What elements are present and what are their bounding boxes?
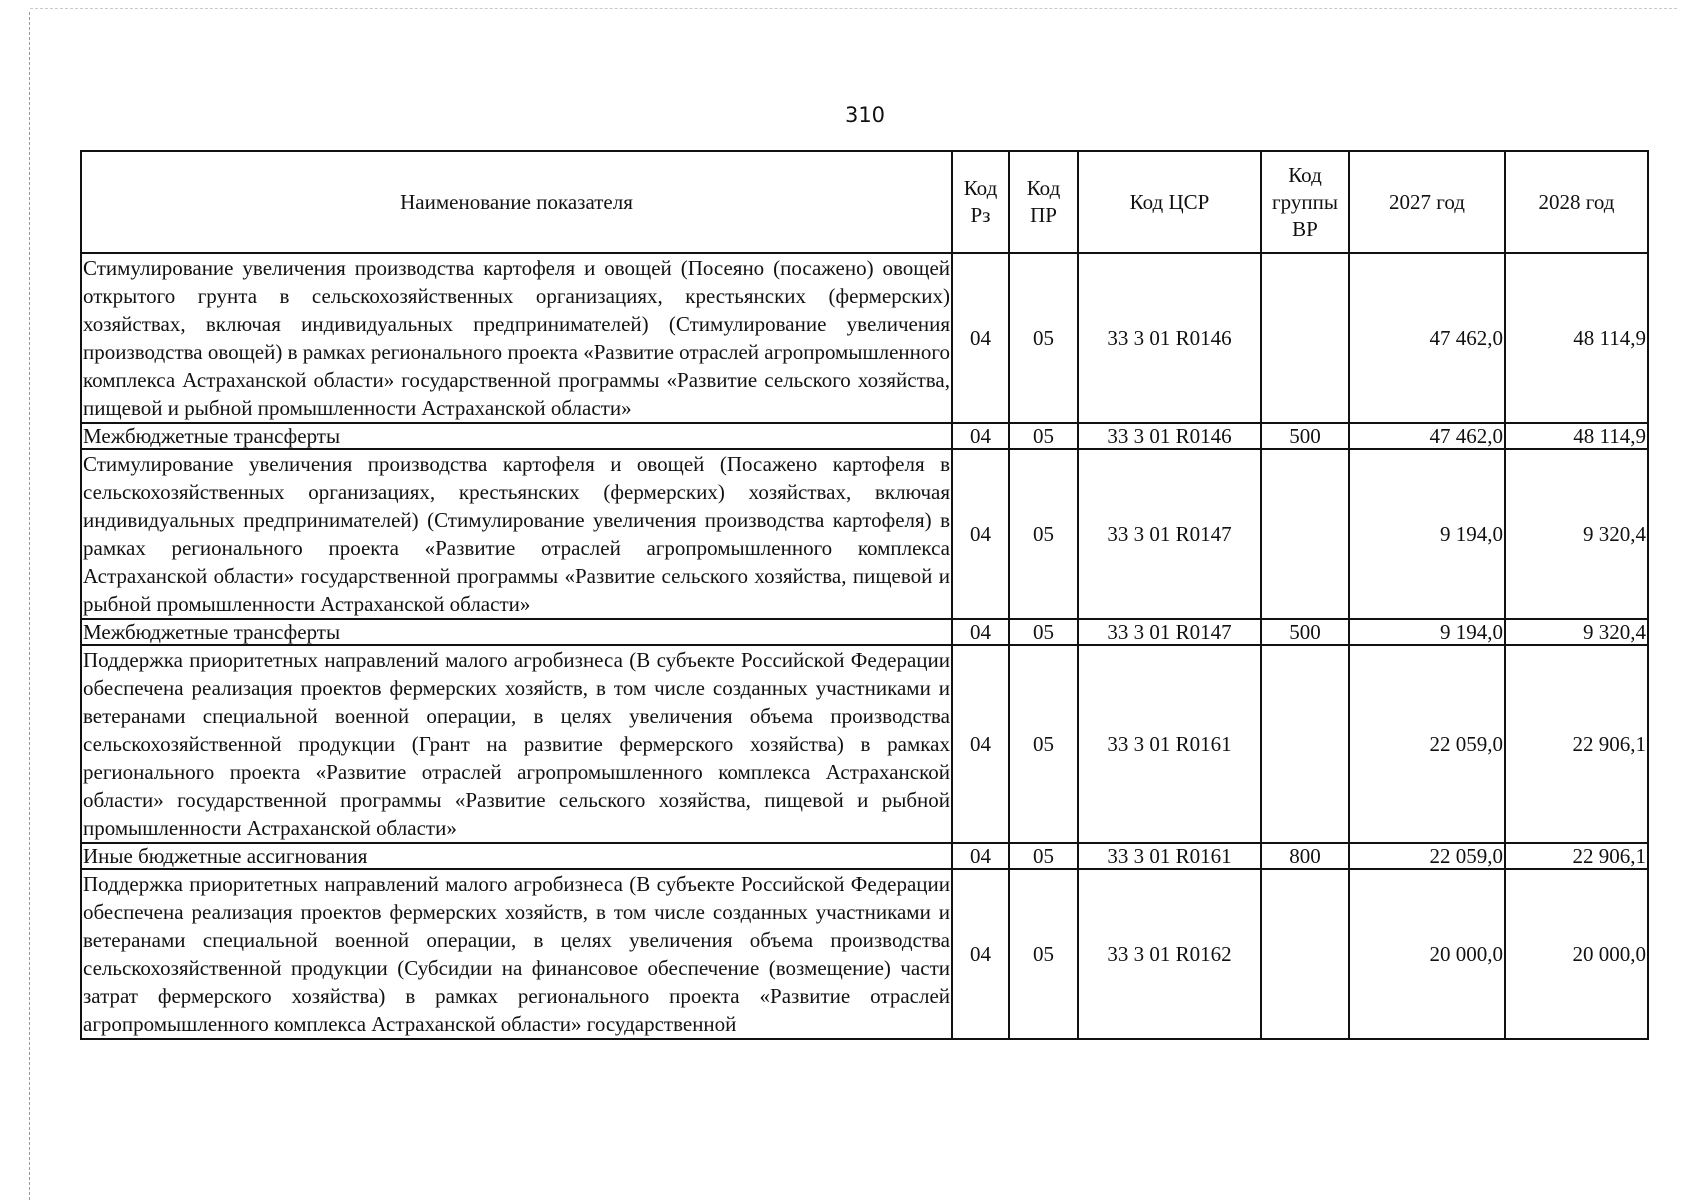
row-2028: 48 114,9 <box>1505 253 1648 423</box>
scan-edge-top <box>30 8 1677 9</box>
row-vr <box>1261 645 1349 843</box>
row-name: Межбюджетные трансферты <box>81 619 952 645</box>
row-name: Стимулирование увеличения производства картофеля и овощей (Посеяно (посажено) овощей открытого грунта в сельскохозяйственных организациях, крестьянских (фермерских) хозяйствах, включая индивидуальных предпринимателей) (Стимулирование увеличения производства овощей) в рамках регионального проекта «Развитие отраслей агропромышленного комплекса Астраханской области» государственной программы «Развитие сельского хозяйства, пищевой и рыбной промышленности Астраханской области» <box>81 253 952 423</box>
row-2027: 9 194,0 <box>1349 449 1505 619</box>
row-2028: 22 906,1 <box>1505 645 1648 843</box>
row-2027: 20 000,0 <box>1349 869 1505 1039</box>
row-vr <box>1261 869 1349 1039</box>
row-vr <box>1261 449 1349 619</box>
row-pr: 05 <box>1009 843 1078 869</box>
row-csr: 33 3 01 R0147 <box>1078 619 1261 645</box>
header-2027: 2027 год <box>1349 151 1505 253</box>
row-2027: 47 462,0 <box>1349 423 1505 449</box>
row-2028: 9 320,4 <box>1505 449 1648 619</box>
table-row <box>81 869 1648 1039</box>
row-vr: 500 <box>1261 423 1349 449</box>
row-2027: 22 059,0 <box>1349 645 1505 843</box>
row-csr: 33 3 01 R0146 <box>1078 423 1261 449</box>
row-pr: 05 <box>1009 645 1078 843</box>
row-pr: 05 <box>1009 869 1078 1039</box>
row-2028: 22 906,1 <box>1505 843 1648 869</box>
row-rz: 04 <box>952 645 1009 843</box>
row-rz: 04 <box>952 843 1009 869</box>
row-vr <box>1261 253 1349 423</box>
table-row <box>81 253 1648 423</box>
row-csr: 33 3 01 R0161 <box>1078 843 1261 869</box>
row-rz: 04 <box>952 449 1009 619</box>
table-row <box>81 843 1648 869</box>
table-row <box>81 423 1648 449</box>
row-csr: 33 3 01 R0162 <box>1078 869 1261 1039</box>
row-vr: 500 <box>1261 619 1349 645</box>
table-row <box>81 449 1648 619</box>
row-name: Поддержка приоритетных направлений малого агробизнеса (В субъекте Российской Федерации обеспечена реализация проектов фермерских хозяйств, в том числе созданных участниками и ветеранами специальной военной операции, в целях увеличения объема производства сельскохозяйственной продукции (Грант на развитие фермерского хозяйства) в рамках регионального проекта «Развитие отраслей агропромышленного комплекса Астраханской области» государственной программы «Развитие сельского хозяйства, пищевой и рыбной промышленности Астраханской области» <box>81 645 952 843</box>
page-number: 310 <box>844 103 886 127</box>
row-pr: 05 <box>1009 253 1078 423</box>
row-2027: 47 462,0 <box>1349 253 1505 423</box>
row-pr: 05 <box>1009 619 1078 645</box>
row-rz: 04 <box>952 869 1009 1039</box>
table-header-row <box>81 151 1648 253</box>
header-pr: Код ПР <box>1009 151 1078 253</box>
scan-edge-left <box>29 12 30 1200</box>
row-csr: 33 3 01 R0161 <box>1078 645 1261 843</box>
row-2027: 9 194,0 <box>1349 619 1505 645</box>
header-vr: Код группы ВР <box>1261 151 1349 253</box>
header-2028: 2028 год <box>1505 151 1648 253</box>
row-name: Иные бюджетные ассигнования <box>81 843 952 869</box>
row-name: Межбюджетные трансферты <box>81 423 952 449</box>
table-row <box>81 619 1648 645</box>
header-rz: Код Рз <box>952 151 1009 253</box>
row-vr: 800 <box>1261 843 1349 869</box>
row-csr: 33 3 01 R0147 <box>1078 449 1261 619</box>
row-rz: 04 <box>952 619 1009 645</box>
row-name: Поддержка приоритетных направлений малого агробизнеса (В субъекте Российской Федерации обеспечена реализация проектов фермерских хозяйств, в том числе созданных участниками и ветеранами специальной военной операции, в целях увеличения объема производства сельскохозяйственной продукции (Субсидии на финансовое обеспечение (возмещение) части затрат фермерского хозяйства) в рамках регионального проекта «Развитие отраслей агропромышленного комплекса Астраханской области» государственной <box>81 869 952 1039</box>
row-rz: 04 <box>952 423 1009 449</box>
header-name: Наименование показателя <box>81 151 952 253</box>
row-name: Стимулирование увеличения производства картофеля и овощей (Посажено картофеля в сельскохозяйственных организациях, крестьянских (фермерских) хозяйствах, включая индивидуальных предпринимателей) (Стимулирование увеличения производства картофеля) в рамках регионального проекта «Развитие отраслей агропромышленного комплекса Астраханской области» государственной программы «Развитие сельского хозяйства, пищевой и рыбной промышленности Астраханской области» <box>81 449 952 619</box>
row-rz: 04 <box>952 253 1009 423</box>
table-row <box>81 645 1648 843</box>
row-2028: 9 320,4 <box>1505 619 1648 645</box>
header-csr: Код ЦСР <box>1078 151 1261 253</box>
row-csr: 33 3 01 R0146 <box>1078 253 1261 423</box>
row-2027: 22 059,0 <box>1349 843 1505 869</box>
budget-table <box>80 150 1649 1040</box>
row-pr: 05 <box>1009 423 1078 449</box>
row-2028: 48 114,9 <box>1505 423 1648 449</box>
row-2028: 20 000,0 <box>1505 869 1648 1039</box>
row-pr: 05 <box>1009 449 1078 619</box>
